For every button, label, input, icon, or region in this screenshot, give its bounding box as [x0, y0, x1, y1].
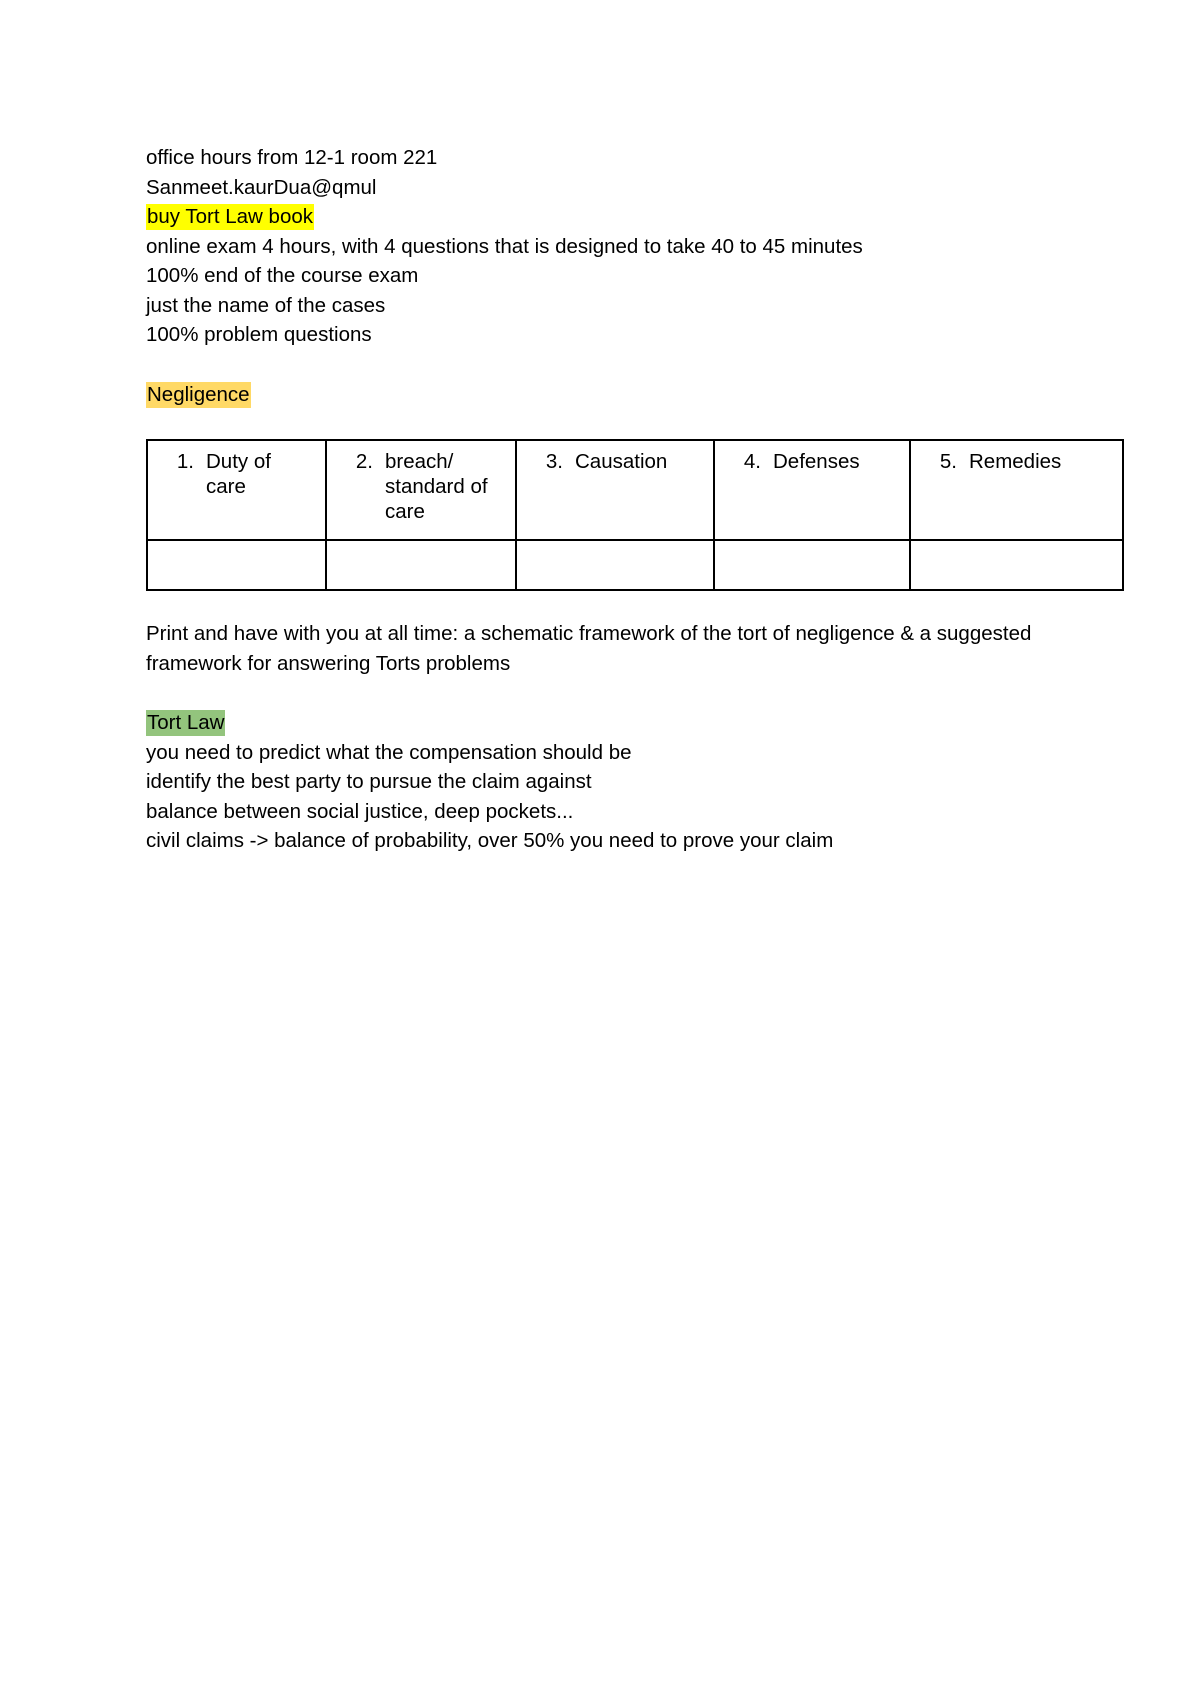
table-cell-causation	[516, 440, 714, 540]
buy-book-line	[146, 202, 1126, 232]
negligence-highlight: Negligence	[147, 382, 250, 406]
table-cell-remedies	[910, 440, 1123, 540]
column-label: breach/ standard of care	[385, 450, 488, 523]
spacer	[146, 350, 1126, 380]
compensation-line: you need to predict what the compensation should be	[146, 740, 632, 764]
buy-book-highlight: buy Tort Law book	[147, 205, 314, 228]
list-number: 5.	[939, 450, 957, 473]
column-label: Remedies	[969, 450, 1062, 473]
table-cell-empty	[910, 540, 1123, 590]
civil-claims-line: civil claims -> balance of probability, over 50% you need to prove your claim	[146, 829, 834, 852]
exam-weight-line: 100% end of the course exam	[146, 264, 419, 287]
balance-line: balance between social justice, deep pockets...	[146, 799, 574, 823]
table-header-row	[147, 440, 1123, 540]
list-number: 3.	[545, 450, 563, 473]
column-label: Duty of care	[206, 450, 271, 498]
column-label: Causation	[575, 450, 668, 473]
table-cell-empty	[326, 540, 516, 590]
table-cell-empty	[147, 540, 326, 590]
table-cell-empty	[516, 540, 714, 590]
table-cell-breach	[326, 440, 516, 540]
table-cell-defenses	[714, 440, 910, 540]
list-number: 4.	[743, 450, 761, 473]
print-framework-note: Print and have with you at all time: a schematic framework of the tort of negligence & a suggested framework for answering Torts problems	[146, 622, 1032, 675]
email-line: Sanmeet.kaurDua@qmul	[146, 175, 377, 199]
problem-questions-line: 100% problem questions	[146, 323, 372, 346]
document-body	[146, 143, 1126, 856]
best-party-line: identify the best party to pursue the claim against	[146, 770, 592, 793]
tort-law-heading	[146, 708, 1126, 738]
negligence-heading	[146, 380, 1126, 410]
table-row	[147, 540, 1123, 590]
exam-format-line: online exam 4 hours, with 4 questions that is designed to take 40 to 45 minutes	[146, 234, 863, 258]
table-cell-empty	[714, 540, 910, 590]
column-label: Defenses	[773, 450, 860, 473]
table-cell-duty-of-care	[147, 440, 326, 540]
spacer	[146, 678, 1126, 708]
list-number: 2.	[355, 450, 373, 473]
tort-law-highlight: Tort Law	[147, 711, 225, 734]
list-number: 1.	[176, 450, 194, 473]
case-names-line: just the name of the cases	[146, 293, 386, 317]
negligence-framework-table	[146, 439, 1124, 591]
office-hours-line: office hours from 12-1 room 221	[146, 146, 438, 169]
